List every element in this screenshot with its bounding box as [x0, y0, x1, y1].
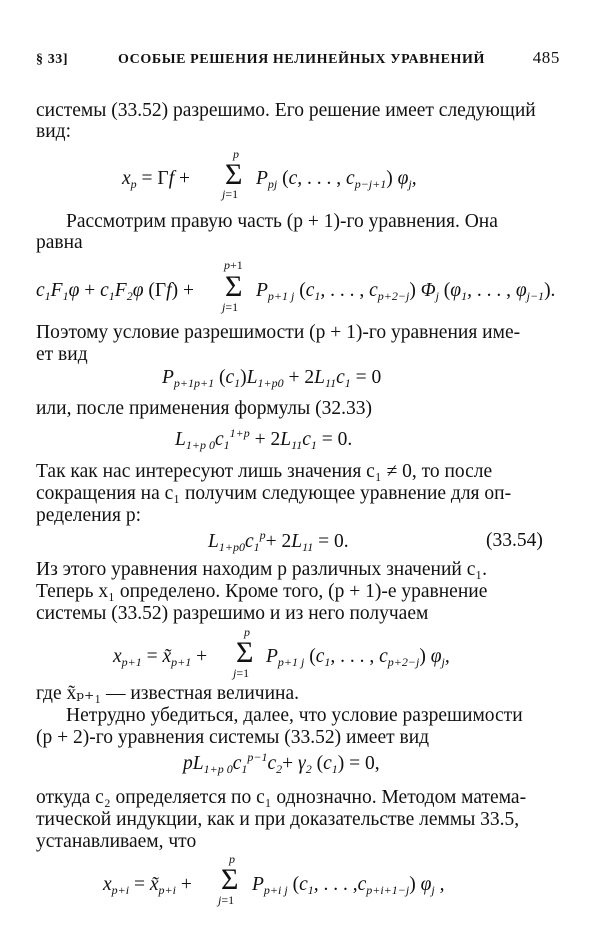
- equation-5: $L_{1+p0}c_1^p+ 2L_{11} = 0$.: [208, 528, 349, 554]
- text-line: Так как нас интересуют лишь значения c₁ ≠ 0, то после: [36, 461, 493, 482]
- text-line: Из этого уравнения находим p различных значений c₁.: [36, 559, 488, 580]
- text-line: ет вид: [36, 344, 88, 365]
- text-line: ределения p:: [36, 505, 141, 526]
- text-line: Теперь x₁ определено. Кроме того, (p + 1)-е уравнение: [36, 581, 488, 602]
- text-line: Рассмотрим правую часть (p + 1)-го уравнения. Она: [66, 211, 498, 232]
- text-line: устанавливаем, что: [36, 831, 197, 852]
- equation-number: (33.54): [486, 530, 543, 551]
- text-line: вид:: [36, 121, 71, 142]
- equation-3: $P_{p+1p+1}$ $(c_1)L_{1+p0} + 2L_{11}c_1 = 0$: [162, 367, 382, 390]
- text-line: где x̃ₚ₊₁ — известная величина.: [36, 683, 299, 704]
- equation-7: $pL_{1+p 0}c_1^{p-1}c_2+ \gamma_2$ $(c_1) = 0$,: [183, 750, 380, 776]
- text-line: системы (33.52) разрешимо и из него получаем: [36, 603, 429, 624]
- equation-6: $x_{p+1}$ = $x̃_{p+1}$ + p Σ j=1 $P_{p+1 j}$ ($c_1$, . . . , $c_{p+2-j}$) $\varphi_j$,: [113, 625, 450, 680]
- section-marker: § 33]: [36, 52, 69, 67]
- text-line: системы (33.52) разрешимо. Его решение имеет следующий: [36, 100, 536, 121]
- running-title: ОСОБЫЕ РЕШЕНИЯ НЕЛИНЕЙНЫХ УРАВНЕНИЙ: [118, 52, 486, 67]
- text-line: или, после применения формулы (32.33): [36, 398, 373, 419]
- text-line: равна: [36, 232, 83, 253]
- equation-8: $x_{p+i}$ = $x̃_{p+i}$ + p Σ j=1 $P_{p+i j}$ ($c_1$, . . . $,c_{p+i+1-j}$) $\varphi_j$ ,: [103, 852, 445, 907]
- page-number: 485: [532, 48, 560, 67]
- equation-4: $L_{1+p 0}c_1^{1+p} + 2L_{11}c_1 = 0$.: [175, 426, 353, 452]
- text-line: откуда c₂ определяется по c₁ однозначно. Методом матема-: [36, 787, 527, 808]
- text-line: сокращения на c₁ получим следующее уравнение для оп-: [36, 483, 512, 504]
- text-line: тической индукции, как и при доказательстве леммы 33.5,: [36, 809, 520, 830]
- equation-2: $c_1F_1\varphi + c_1F_2\varphi$ (Γf) + p+1 Σ j=1 $P_{p+1 j}$ ($c_1$, . . . , $c_{p+2-j}$) $\Phi_j$ ($\varphi_1$, . . . , $\varphi_{j-1}$).: [36, 258, 556, 314]
- equation-1: $x_p = \Gamma f$ + p Σ j=1 $P_{pj}$ (c, . . . , $c_{p-j+1}$) $\varphi_j$,: [122, 147, 417, 201]
- text-line: (p + 2)-го уравнения системы (33.52) имеет вид: [36, 727, 430, 748]
- text-line: Поэтому условие разрешимости (p + 1)-го уравнения име-: [36, 322, 521, 343]
- text-line: Нетрудно убедиться, далее, что условие разрешимости: [66, 705, 523, 726]
